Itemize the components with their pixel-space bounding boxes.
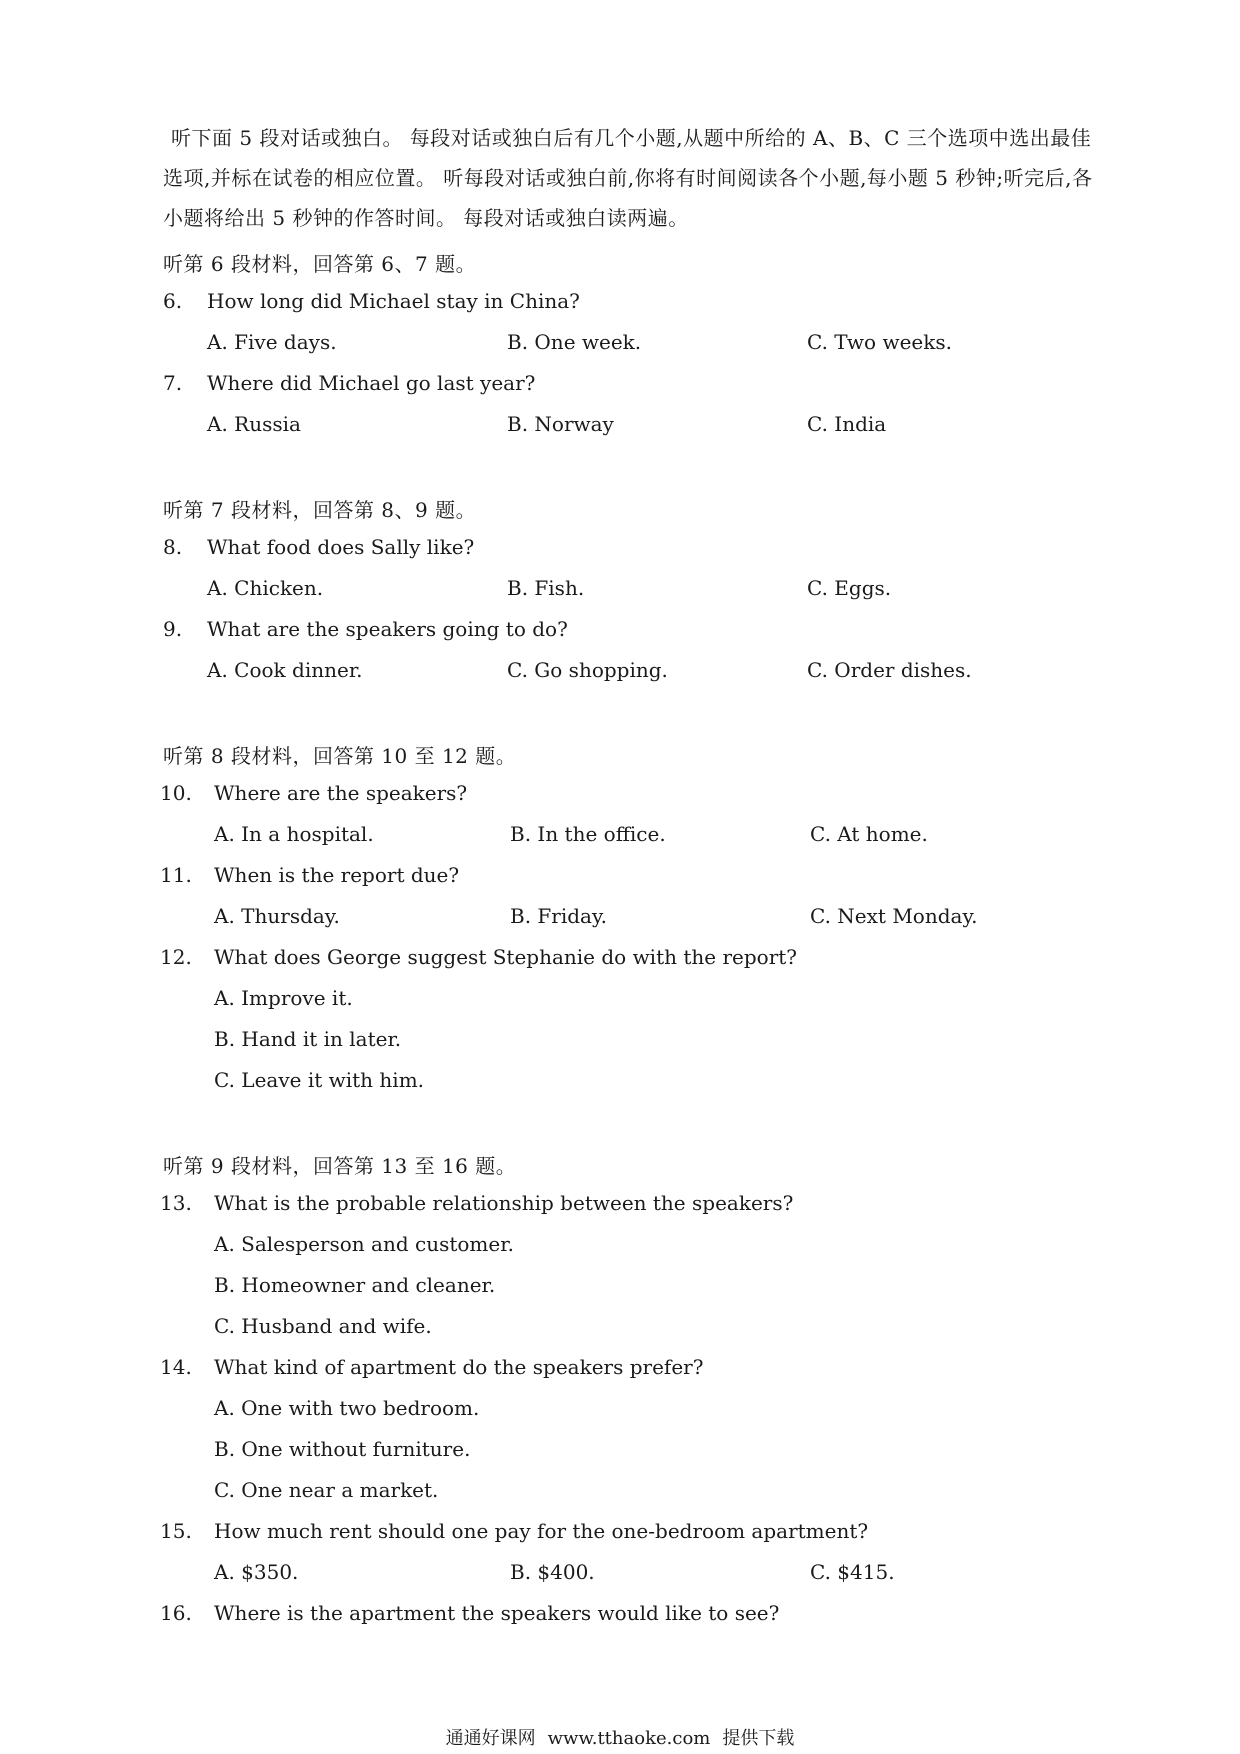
option-b: B. In the office. <box>510 822 666 846</box>
section-heading: 听第 7 段材料，回答第 8、9 题。 <box>163 498 477 522</box>
option-c: C. India <box>807 412 887 436</box>
option-a: A. Improve it. <box>214 986 353 1010</box>
footer-site-name: 通通好课网 <box>445 1728 536 1749</box>
question-text: Where are the speakers? <box>214 781 468 805</box>
option-c: C. Leave it with him. <box>214 1068 425 1092</box>
section-heading: 听第 8 段材料，回答第 10 至 12 题。 <box>163 744 517 768</box>
option-b: B. Fish. <box>507 576 585 600</box>
question-text: What kind of apartment do the speakers prefer? <box>214 1355 704 1379</box>
option-b: B. Norway <box>507 412 614 436</box>
question-number: 9. <box>163 617 183 641</box>
question-text: What are the speakers going to do? <box>207 617 568 641</box>
option-b: B. Homeowner and cleaner. <box>214 1273 496 1297</box>
instructions-paragraph: 听下面 5 段对话或独白。 每段对话或独白后有几个小题,从题中所给的 A、B、C 三个选项中选出最佳选项,并标在试卷的相应位置。 听每段对话或独白前,你将有时间阅读各个小题,每小题 5 秒钟;听完后,各小题将给出 5 秒钟的作答时间。 每段对话或独白读两遍。 <box>163 126 1093 230</box>
option-a: A. Five days. <box>207 330 337 354</box>
option-a: A. $350. <box>214 1560 299 1584</box>
option-a: A. Russia <box>207 412 301 436</box>
option-b: B. One without furniture. <box>214 1437 471 1461</box>
question-number: 14. <box>160 1355 192 1379</box>
question-text: What food does Sally like? <box>207 535 475 559</box>
option-c: C. $415. <box>810 1560 895 1584</box>
option-a: A. One with two bedroom. <box>214 1396 480 1420</box>
option-c: C. At home. <box>810 822 928 846</box>
question-text: What is the probable relationship between the speakers? <box>214 1191 794 1215</box>
section-heading: 听第 6 段材料，回答第 6、7 题。 <box>163 252 477 276</box>
question-text: What does George suggest Stephanie do with the report? <box>214 945 798 969</box>
option-c: C. Next Monday. <box>810 904 978 928</box>
question-number: 12. <box>160 945 192 969</box>
option-c: C. Order dishes. <box>807 658 972 682</box>
question-number: 15. <box>160 1519 192 1543</box>
question-text: How long did Michael stay in China? <box>207 289 580 313</box>
option-c: C. Two weeks. <box>807 330 952 354</box>
question-text: Where is the apartment the speakers would like to see? <box>214 1601 780 1625</box>
option-a: A. Cook dinner. <box>207 658 363 682</box>
question-number: 7. <box>163 371 183 395</box>
option-b: B. $400. <box>510 1560 595 1584</box>
option-b: B. Hand it in later. <box>214 1027 402 1051</box>
option-a: A. Chicken. <box>207 576 324 600</box>
option-b: B. Friday. <box>510 904 607 928</box>
question-text: When is the report due? <box>214 863 460 887</box>
question-text: How much rent should one pay for the one-bedroom apartment? <box>214 1519 869 1543</box>
question-number: 16. <box>160 1601 192 1625</box>
option-a: A. In a hospital. <box>214 822 374 846</box>
option-c: C. Husband and wife. <box>214 1314 432 1338</box>
question-number: 11. <box>160 863 192 887</box>
option-a: A. Salesperson and customer. <box>214 1232 514 1256</box>
section-heading: 听第 9 段材料，回答第 13 至 16 题。 <box>163 1154 517 1178</box>
footer-suffix: 提供下载 <box>722 1728 795 1749</box>
footer <box>0 1724 1240 1750</box>
option-b: B. One week. <box>507 330 642 354</box>
footer-url[interactable]: www.tthaoke.com <box>547 1728 711 1749</box>
question-text: Where did Michael go last year? <box>207 371 536 395</box>
option-a: A. Thursday. <box>214 904 340 928</box>
option-c: C. One near a market. <box>214 1478 439 1502</box>
option-c: C. Eggs. <box>807 576 892 600</box>
question-number: 10. <box>160 781 192 805</box>
question-number: 6. <box>163 289 183 313</box>
question-number: 8. <box>163 535 183 559</box>
question-number: 13. <box>160 1191 192 1215</box>
option-b: C. Go shopping. <box>507 658 668 682</box>
